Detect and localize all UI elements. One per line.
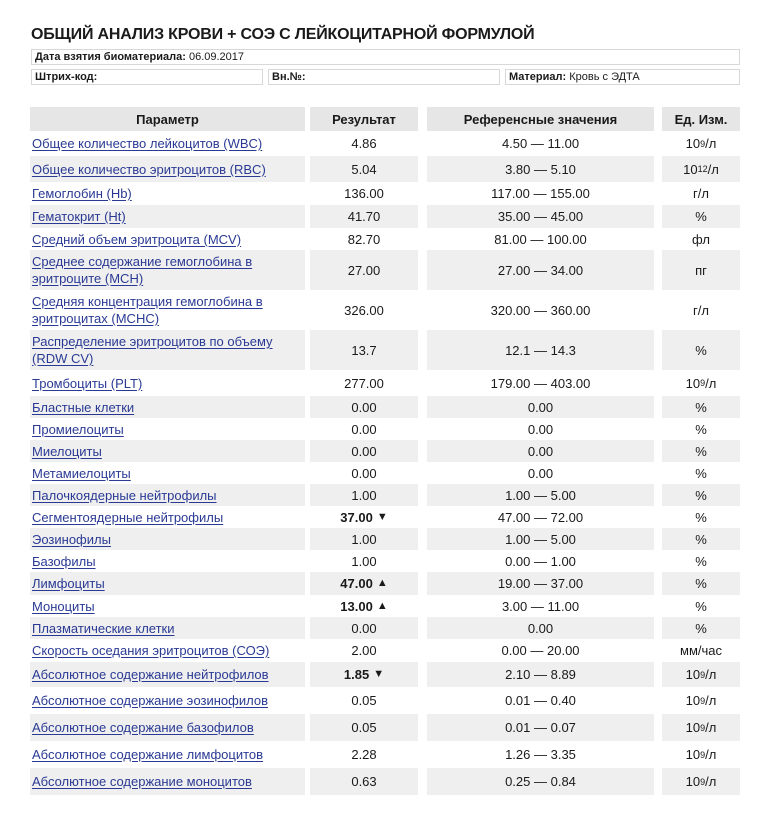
result-value: 1.00 (351, 553, 377, 569)
unit-base: 10 (685, 136, 701, 151)
parameter-cell (30, 396, 305, 418)
table-header (30, 107, 740, 131)
parameter-cell (30, 462, 305, 484)
result-value: 0.05 (351, 720, 377, 735)
unit-cell (662, 228, 740, 250)
result-value: 2.28 (351, 747, 377, 762)
unit-base: % (695, 620, 707, 636)
unit-cell (662, 205, 740, 228)
parameter-cell (30, 550, 305, 572)
unit-base: % (695, 342, 707, 358)
result-cell (310, 396, 418, 418)
parameter-link[interactable]: Средний объем эритроцита (MCV) (32, 231, 242, 247)
unit-base: % (695, 443, 707, 459)
unit-base: г/л (693, 186, 709, 201)
reference-cell: 0.00 (527, 465, 554, 481)
unit-base: % (695, 598, 707, 614)
parameter-cell (30, 639, 305, 662)
unit-cell: 10 12 /л (662, 156, 740, 182)
result-cell (310, 228, 418, 250)
table-row (30, 662, 740, 687)
reference-cell: 0.00 (427, 440, 654, 462)
reference-cell: 0.01 — 0.40 (505, 693, 576, 708)
sample-date-label: Дата взятия биоматериала: (35, 51, 186, 63)
reference-cell: 2.10 — 8.89 (427, 662, 654, 687)
result-cell (310, 662, 418, 687)
internal-number-label: Вн.№: (272, 71, 306, 83)
result-value: 0.00 (351, 465, 377, 481)
result-value: 0.05 (351, 693, 377, 708)
parameter-link[interactable]: Тромбоциты (PLT) (32, 375, 143, 391)
result-value: 1.00 (351, 487, 377, 503)
reference-cell: 3.00 — 11.00 (501, 598, 580, 614)
table-row (30, 572, 740, 595)
sample-date-box (31, 49, 740, 65)
unit-base: % (695, 509, 707, 525)
parameter-link[interactable]: Средняя концентрация гемоглобина в эритроцитах (MCHC) (32, 294, 263, 326)
result-cell (310, 506, 418, 528)
table-row (30, 714, 740, 741)
table-row (30, 741, 740, 768)
table-row (30, 250, 740, 290)
parameter-cell (30, 528, 305, 550)
result-value: 136.00 (344, 186, 384, 201)
parameter-link[interactable]: Промиелоциты (32, 421, 124, 437)
table-row (30, 370, 740, 396)
result-cell (310, 550, 418, 572)
unit-cell: 10 9 /л (662, 768, 740, 795)
result-cell (310, 131, 418, 156)
result-cell (310, 330, 418, 370)
parameter-cell (30, 595, 305, 617)
result-cell (310, 528, 418, 550)
barcode-label: Штрих-код: (35, 71, 98, 83)
unit-base: г/л (693, 302, 709, 318)
unit-base: % (695, 553, 707, 569)
unit-cell (662, 418, 740, 440)
reference-cell: 12.1 — 14.3 (427, 330, 654, 370)
unit-base: % (695, 531, 707, 547)
parameter-cell (30, 662, 305, 687)
unit-suffix: /л (705, 693, 717, 708)
result-cell (310, 768, 418, 795)
result-value: 0.00 (351, 620, 377, 636)
parameter-cell (30, 440, 305, 462)
unit-suffix: /л (705, 747, 717, 762)
unit-cell (662, 617, 740, 639)
result-value: 277.00 (344, 375, 384, 391)
parameter-cell (30, 572, 305, 595)
table-row (30, 506, 740, 528)
reference-cell: 0.00 (427, 396, 654, 418)
table-row (30, 595, 740, 617)
result-cell (310, 462, 418, 484)
unit-cell (662, 330, 740, 370)
reference-cell: 117.00 — 155.00 (491, 186, 590, 201)
reference-cell: 0.00 — 20.00 (501, 643, 580, 658)
table-row (30, 396, 740, 418)
table-row (30, 228, 740, 250)
result-value: 0.00 (351, 443, 377, 459)
reference-cell: 81.00 — 100.00 (494, 231, 587, 247)
table-row (30, 205, 740, 228)
material-label: Материал: (509, 71, 567, 83)
parameter-link[interactable]: Абсолютное содержание эозинофилов (32, 693, 268, 708)
result-value: 0.00 (351, 399, 377, 415)
arrow-down-icon: ▼ (373, 668, 385, 680)
result-value: 13.7 (351, 342, 377, 358)
parameter-link[interactable]: Моноциты (32, 598, 95, 614)
sample-date-value: 06.09.2017 (188, 51, 245, 63)
table-row (30, 330, 740, 370)
parameter-link[interactable]: Общее количество лейкоцитов (WBC) (32, 136, 263, 151)
unit-cell (662, 528, 740, 550)
parameter-cell (30, 131, 305, 156)
table-row (30, 768, 740, 795)
unit-cell (662, 290, 740, 330)
unit-base: % (695, 465, 707, 481)
result-value: 2.00 (351, 643, 377, 658)
barcode-box (31, 69, 263, 85)
internal-number-box (268, 69, 500, 85)
unit-cell: 10 9 /л (685, 747, 717, 762)
result-cell (310, 484, 418, 506)
parameter-cell (30, 484, 305, 506)
reference-cell: 1.26 — 3.35 (505, 747, 576, 762)
result-cell (310, 572, 418, 595)
table-row (30, 484, 740, 506)
material-box (505, 69, 740, 85)
reference-cell: 4.50 — 11.00 (501, 136, 580, 151)
parameter-link[interactable]: Плазматические клетки (32, 620, 175, 636)
reference-cell: 0.00 (427, 617, 654, 639)
unit-cell (662, 396, 740, 418)
reference-cell: 0.01 — 0.07 (427, 714, 654, 741)
reference-cell: 27.00 — 34.00 (427, 250, 654, 290)
reference-cell: 179.00 — 403.00 (490, 375, 591, 391)
unit-cell (662, 595, 740, 617)
table-row (30, 617, 740, 639)
unit-cell: 10 9 /л (685, 375, 717, 391)
parameter-cell (30, 156, 305, 182)
parameter-link[interactable]: Миелоциты (32, 443, 102, 459)
unit-cell (662, 550, 740, 572)
reference-cell: 0.25 — 0.84 (427, 768, 654, 795)
report-title: ОБЩИЙ АНАЛИЗ КРОВИ + СОЭ С ЛЕЙКОЦИТАРНОЙ ФОРМУЛОЙ (31, 26, 535, 43)
table-row (30, 687, 740, 714)
reference-cell: 3.80 — 5.10 (427, 156, 654, 182)
result-value: 0.00 (351, 421, 377, 437)
result-cell (310, 205, 418, 228)
unit-base: фл (692, 231, 710, 247)
parameter-cell (30, 617, 305, 639)
result-cell (310, 714, 418, 741)
result-cell (310, 617, 418, 639)
unit-base: % (695, 399, 707, 415)
parameter-link[interactable]: Метамиелоциты (32, 465, 131, 481)
unit-cell (662, 572, 740, 595)
parameter-cell (30, 741, 305, 768)
header-unit: Ед. Изм. (662, 107, 740, 131)
result-cell (310, 639, 418, 662)
header-parameter: Параметр (30, 107, 305, 131)
parameter-link[interactable]: Лимфоциты (32, 576, 105, 591)
result-value: 41.70 (347, 209, 381, 224)
arrow-down-icon: ▼ (376, 510, 388, 523)
parameter-link[interactable]: Эозинофилы (32, 531, 111, 547)
parameter-link[interactable]: Базофилы (32, 553, 96, 569)
arrow-up-icon: ▲ (376, 599, 388, 612)
unit-base: % (695, 209, 707, 224)
unit-suffix: /л (705, 136, 717, 151)
result-cell (310, 418, 418, 440)
parameter-link[interactable]: Палочкоядерные нейтрофилы (32, 487, 217, 503)
parameter-link[interactable]: Абсолютное содержание нейтрофилов (32, 667, 269, 682)
unit-cell (662, 440, 740, 462)
parameter-cell (30, 418, 305, 440)
parameter-cell (30, 714, 305, 741)
parameter-link[interactable]: Гемоглобин (Hb) (32, 186, 132, 201)
result-value: 82.70 (347, 231, 381, 247)
result-value: 27.00 (347, 262, 381, 278)
reference-cell: 0.00 (527, 421, 554, 437)
unit-base: 10 (685, 747, 701, 762)
parameter-cell (30, 205, 305, 228)
unit-cell: 10 9 /л (662, 662, 740, 687)
header-reference: Референсные значения (427, 107, 654, 131)
result-cell (310, 290, 418, 330)
unit-base: % (695, 487, 707, 503)
table-row (30, 418, 740, 440)
unit-suffix: /л (705, 375, 717, 391)
unit-cell (662, 462, 740, 484)
results-table (30, 107, 740, 795)
result-value: 37.00 (340, 509, 373, 525)
result-value: 1.85 (343, 667, 370, 682)
result-value: 4.86 (351, 136, 377, 151)
result-value: 326.00 (344, 302, 384, 318)
unit-suffix: /л (705, 774, 717, 789)
table-row (30, 528, 740, 550)
result-cell (310, 250, 418, 290)
unit-base: % (695, 576, 707, 591)
parameter-link[interactable]: Абсолютное содержание лимфоцитов (32, 747, 264, 762)
result-cell (310, 440, 418, 462)
unit-cell (662, 639, 740, 662)
parameter-cell (30, 182, 305, 205)
parameter-cell (30, 687, 305, 714)
table-row (30, 156, 740, 182)
unit-cell (662, 182, 740, 205)
arrow-up-icon: ▲ (376, 577, 388, 589)
parameter-cell (30, 228, 305, 250)
table-row (30, 440, 740, 462)
material-value: Кровь с ЭДТА (569, 71, 640, 83)
result-cell (310, 595, 418, 617)
unit-base: 10 (685, 667, 701, 682)
unit-base: мм/час (680, 643, 722, 658)
reference-cell: 0.00 — 1.00 (505, 553, 576, 569)
parameter-link[interactable]: Среднее содержание гемоглобина в эритроците (MCH) (32, 254, 253, 286)
unit-base: 10 (685, 774, 701, 789)
reference-cell: 1.00 — 5.00 (427, 484, 654, 506)
unit-base: 10 (685, 720, 701, 735)
result-value: 0.63 (351, 774, 377, 789)
table-row (30, 462, 740, 484)
parameter-link[interactable]: Распределение эритроцитов по объему (RDW CV) (32, 334, 273, 366)
parameter-cell (30, 330, 305, 370)
result-value: 47.00 (340, 576, 373, 591)
unit-suffix: /л (705, 667, 717, 682)
unit-cell (662, 484, 740, 506)
result-value: 13.00 (340, 598, 373, 614)
parameter-link[interactable]: Абсолютное содержание базофилов (32, 720, 254, 735)
table-row (30, 290, 740, 330)
parameter-cell (30, 250, 305, 290)
unit-base: 10 (685, 693, 701, 708)
parameter-link[interactable]: Скорость оседания эритроцитов (СОЭ) (32, 643, 270, 658)
unit-suffix: /л (707, 161, 719, 177)
result-cell (310, 156, 418, 182)
reference-cell: 47.00 — 72.00 (497, 509, 584, 525)
result-value: 1.00 (351, 531, 377, 547)
parameter-cell (30, 370, 305, 396)
unit-suffix: /л (705, 720, 717, 735)
parameter-link[interactable]: Абсолютное содержание моноцитов (32, 774, 252, 789)
table-row (30, 182, 740, 205)
result-value: 5.04 (351, 161, 377, 177)
unit-base: 10 (685, 375, 701, 391)
parameter-link[interactable]: Бластные клетки (32, 399, 135, 415)
unit-base: пг (695, 262, 707, 278)
parameter-cell (30, 768, 305, 795)
unit-cell: 10 9 /л (685, 136, 717, 151)
reference-cell: 1.00 — 5.00 (427, 528, 654, 550)
result-cell (310, 687, 418, 714)
result-cell (310, 370, 418, 396)
header-result: Результат (310, 107, 418, 131)
unit-base: 10 (683, 161, 698, 177)
reference-cell: 35.00 — 45.00 (427, 205, 654, 228)
unit-base: % (695, 421, 707, 437)
unit-cell: 10 9 /л (662, 714, 740, 741)
unit-cell: 10 9 /л (685, 693, 717, 708)
parameter-cell (30, 290, 305, 330)
result-cell (310, 741, 418, 768)
reference-cell: 19.00 — 37.00 (427, 572, 654, 595)
table-row (30, 639, 740, 662)
parameter-link[interactable]: Сегментоядерные нейтрофилы (32, 509, 224, 525)
table-row (30, 550, 740, 572)
unit-cell (662, 506, 740, 528)
parameter-link[interactable]: Общее количество эритроцитов (RBC) (32, 161, 266, 177)
table-row (30, 131, 740, 156)
unit-cell (662, 250, 740, 290)
reference-cell: 320.00 — 360.00 (490, 302, 591, 318)
parameter-link[interactable]: Гематокрит (Ht) (32, 209, 126, 224)
parameter-cell (30, 506, 305, 528)
result-cell (310, 182, 418, 205)
